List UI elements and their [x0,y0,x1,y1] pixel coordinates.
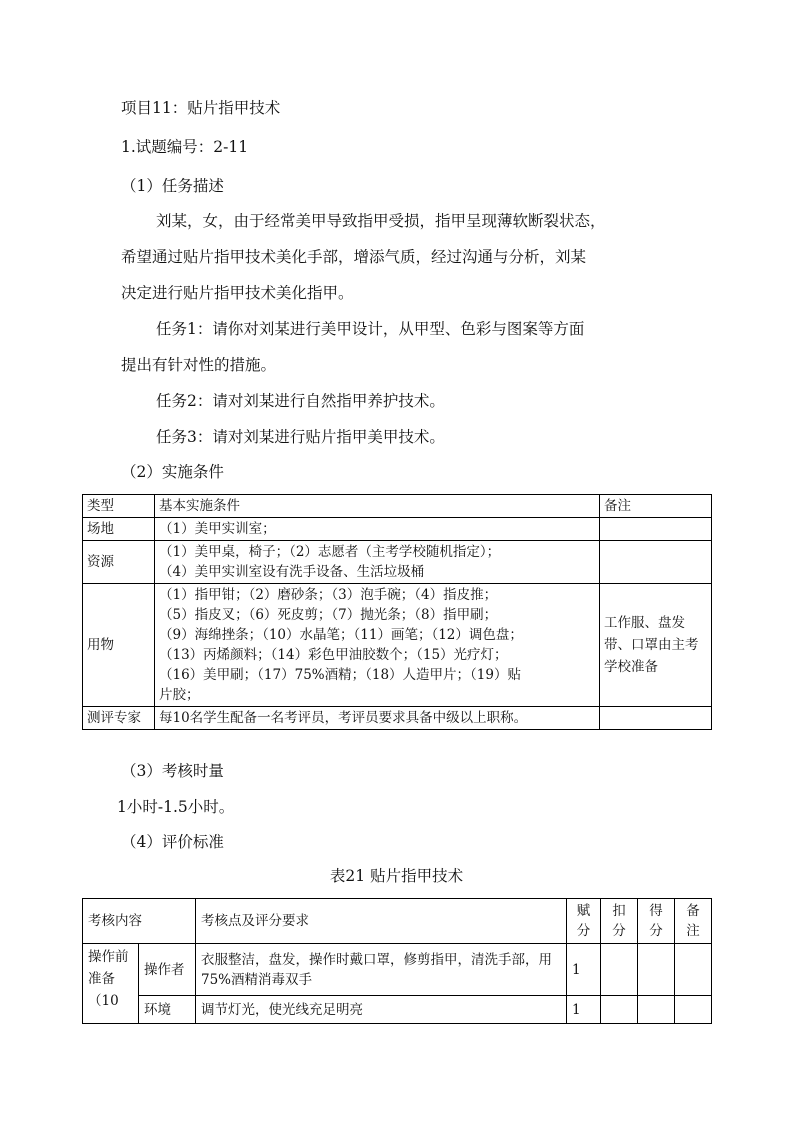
task1-line: 任务1：请你对刘某进行美甲设计，从甲型、色彩与图案等方面 [156,320,585,338]
venue-label: 场地 [83,518,155,541]
row-sub-label: 环境 [139,996,196,1024]
row-sub-label: 操作者 [139,944,196,996]
conditions-table [82,494,712,730]
row-obtained [638,944,675,996]
supplies-line: （16）美甲刷；（17）75%酒精；（18）人造甲片；（19）贴 [159,667,521,683]
task2-line: 任务2：请对刘某进行自然指甲养护技术。 [156,392,445,410]
description-line: 刘某，女，由于经常美甲导致指甲受损，指甲呈现薄软断裂状态， [156,212,606,230]
examiner-label: 测评专家 [83,707,155,730]
supplies-line: （1）指甲钳；（2）磨砂条；（3）泡手碗；（4）指皮推； [159,587,498,603]
header-score: 赋分 [567,899,601,944]
section-conditions-heading: （2）实施条件 [121,463,224,481]
table-row [83,584,712,707]
resource-label: 资源 [83,541,155,584]
examiner-text: 每10名学生配备一名考评员，考评员要求具备中级以上职称。 [155,707,600,730]
section-task-description-heading: （1）任务描述 [121,177,224,195]
table-row [83,996,712,1024]
row-requirement: 衣服整洁，盘发，操作时戴口罩，修剪指甲，清洗手部，用75%酒精消毒双手 [196,944,567,996]
table-row [83,707,712,730]
venue-note [600,518,712,541]
section-evaluation-heading: （4）评价标准 [121,833,224,851]
row-remark [675,944,712,996]
project-title: 项目11：贴片指甲技术 [121,99,281,117]
table-row [83,541,712,584]
supplies-label: 用物 [83,584,155,707]
resource-note [600,541,712,584]
table-caption: 表21 贴片指甲技术 [329,867,464,885]
supplies-note: 工作服、盘发带、口罩由主考学校准备 [600,584,712,707]
task1-line: 提出有针对性的措施。 [121,356,277,374]
group-label: 操作前准备（10 [83,944,139,1024]
section-duration-heading: （3）考核时量 [121,762,224,780]
duration-text: 1小时-1.5小时。 [117,798,235,816]
row-score: 1 [567,996,601,1024]
row-obtained [638,996,675,1024]
supplies-line: （5）指皮叉；（6）死皮剪；（7）抛光条；（8）指甲刷； [159,607,498,623]
resource-line: （4）美甲实训室设有洗手设备、生活垃圾桶 [159,564,425,580]
task3-line: 任务3：请对刘某进行贴片指甲美甲技术。 [156,428,445,446]
examiner-note [600,707,712,730]
table-row [83,944,712,996]
row-remark [675,996,712,1024]
row-score: 1 [567,944,601,996]
row-deduct [601,996,638,1024]
resource-line: （1）美甲桌，椅子；（2）志愿者（主考学校随机指定）； [159,544,501,560]
table-row [83,495,712,518]
description-line: 决定进行贴片指甲技术美化指甲。 [121,284,354,302]
header-deduct: 扣分 [601,899,638,944]
row-requirement: 调节灯光，使光线充足明亮 [196,996,567,1024]
supplies-line: （13）丙烯颜料；（14）彩色甲油胶数个；（15）光疗灯； [159,647,508,663]
question-number: 1.试题编号：2-11 [121,138,249,156]
header-type: 类型 [83,495,155,518]
description-line: 希望通过贴片指甲技术美化手部，增添气质，经过沟通与分析，刘某 [121,248,587,266]
header-content: 考核内容 [83,899,196,944]
table-row [83,899,712,944]
supplies-line: 片胶； [159,687,200,703]
header-conditions: 基本实施条件 [155,495,600,518]
resource-cell [155,541,600,584]
header-points: 考核点及评分要求 [196,899,567,944]
header-notes: 备注 [600,495,712,518]
evaluation-table [82,898,712,1024]
row-deduct [601,944,638,996]
supplies-line: （9）海绵挫条；（10）水晶笔；（11）画笔；（12）调色盘； [159,627,523,643]
header-obtained: 得分 [638,899,675,944]
header-remark: 备注 [675,899,712,944]
venue-text: （1）美甲实训室； [155,518,600,541]
table-row [83,518,712,541]
supplies-cell [155,584,600,707]
